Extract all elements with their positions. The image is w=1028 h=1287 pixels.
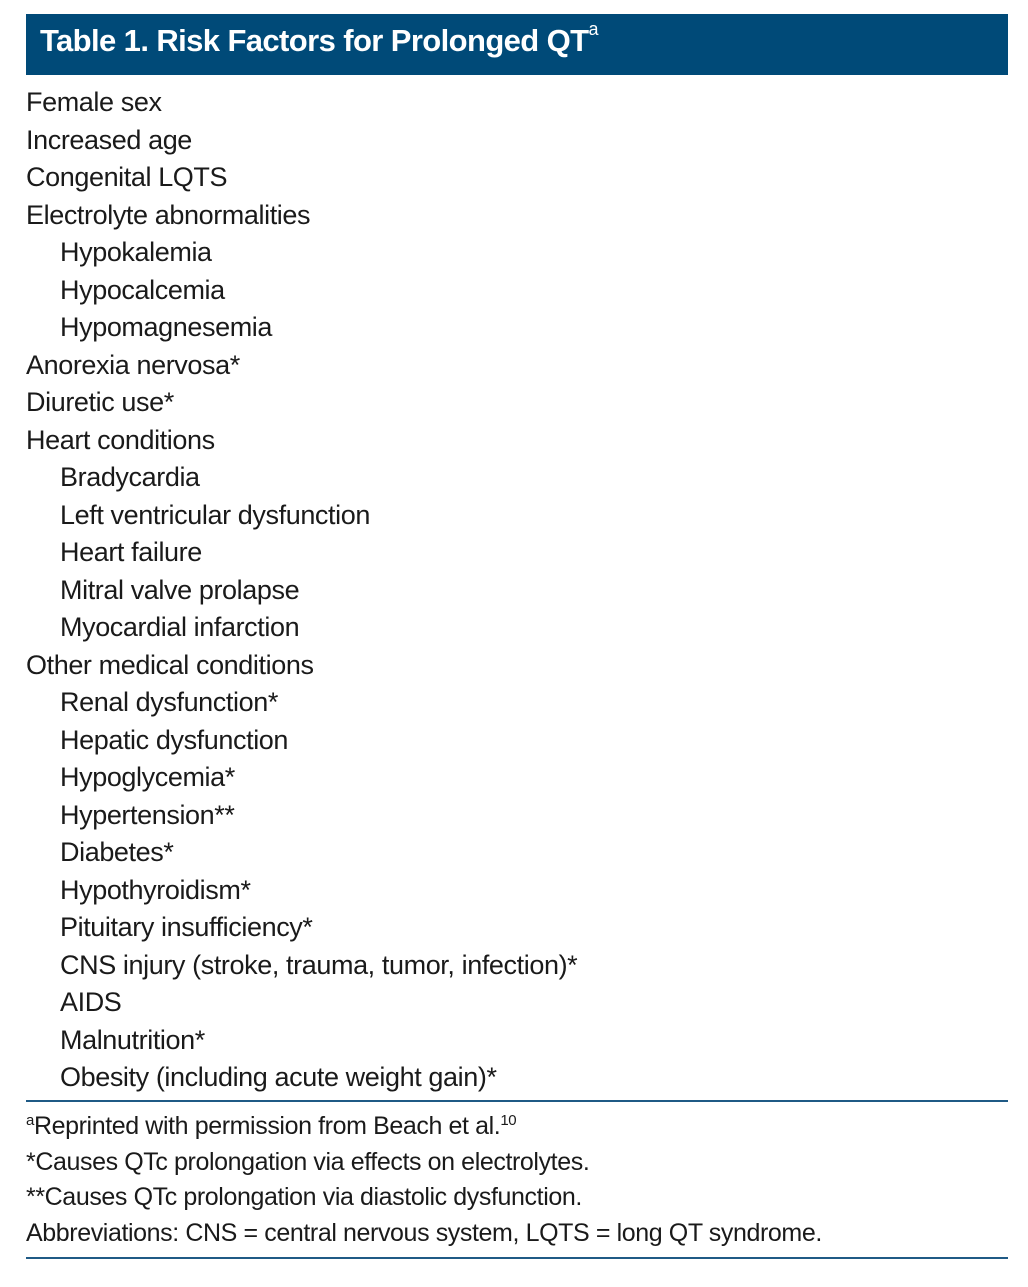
title-footnote-marker: a [588, 19, 598, 39]
table-title-text: Table 1. Risk Factors for Prolonged QT [40, 23, 589, 58]
risk-factor-subitem: CNS injury (stroke, trauma, tumor, infection)* [60, 949, 578, 980]
risk-factor-subitem: Hypokalemia [60, 237, 212, 267]
footnote-single-star: *Causes QTc prolongation via effects on electrolytes. [26, 1147, 590, 1176]
risk-factor-subitem: Hypothyroidism* [60, 874, 251, 905]
footnote-double-star: **Causes QTc prolongation via diastolic dysfunction. [26, 1183, 582, 1211]
risk-factor-subitem: Hypoglycemia* [60, 762, 235, 792]
risk-factor-subitem: Obesity (including acute weight gain)* [60, 1062, 497, 1092]
risk-factor-subitem: Left ventricular dysfunction [60, 499, 370, 530]
risk-factor-subitem: Malnutrition* [60, 1024, 205, 1055]
footnote-divider [26, 1100, 1008, 1102]
risk-factor-subitem: Hypocalcemia [60, 274, 225, 305]
risk-factor-subitem: AIDS [60, 987, 122, 1017]
risk-factor-subitem: Hypertension** [60, 799, 235, 830]
risk-factor-item: Anorexia nervosa* [26, 349, 240, 380]
risk-factor-subitem: Hepatic dysfunction [60, 724, 289, 755]
footnote-a-text: Reprinted with permission from Beach et al. [33, 1112, 501, 1140]
table-title-bar [26, 14, 1008, 75]
risk-factor-item: Diuretic use* [26, 387, 174, 417]
risk-factor-item: Heart conditions [26, 424, 215, 455]
footnotes [26, 1109, 1008, 1251]
reference-number: 10 [500, 1112, 517, 1129]
risk-factor-item: Congenital LQTS [26, 162, 228, 192]
risk-factor-subitem: Hypomagnesemia [60, 312, 273, 342]
risk-factor-subitem: Renal dysfunction* [60, 687, 278, 717]
risk-factor-item: Increased age [26, 124, 192, 155]
risk-factor-subitem: Diabetes* [60, 837, 174, 867]
table-bottom-rule [26, 1257, 1008, 1259]
risk-factor-subitem: Mitral valve prolapse [60, 574, 300, 605]
risk-factor-subitem: Heart failure [60, 537, 202, 567]
risk-factor-list [26, 84, 1008, 1097]
risk-factor-subitem: Pituitary insufficiency* [60, 912, 313, 942]
risk-factor-item: Electrolyte abnormalities [26, 199, 311, 230]
footnote-a [26, 1109, 1008, 1145]
footnote-marker: a [26, 1112, 34, 1129]
risk-factor-item: Other medical conditions [26, 649, 314, 680]
risk-factor-item: Female sex [26, 87, 162, 117]
risk-factor-subitem: Bradycardia [60, 462, 200, 492]
footnote-abbreviations: Abbreviations: CNS = central nervous system, LQTS = long QT syndrome. [26, 1218, 822, 1247]
risk-factor-subitem: Myocardial infarction [60, 612, 300, 642]
table-title [40, 19, 598, 59]
